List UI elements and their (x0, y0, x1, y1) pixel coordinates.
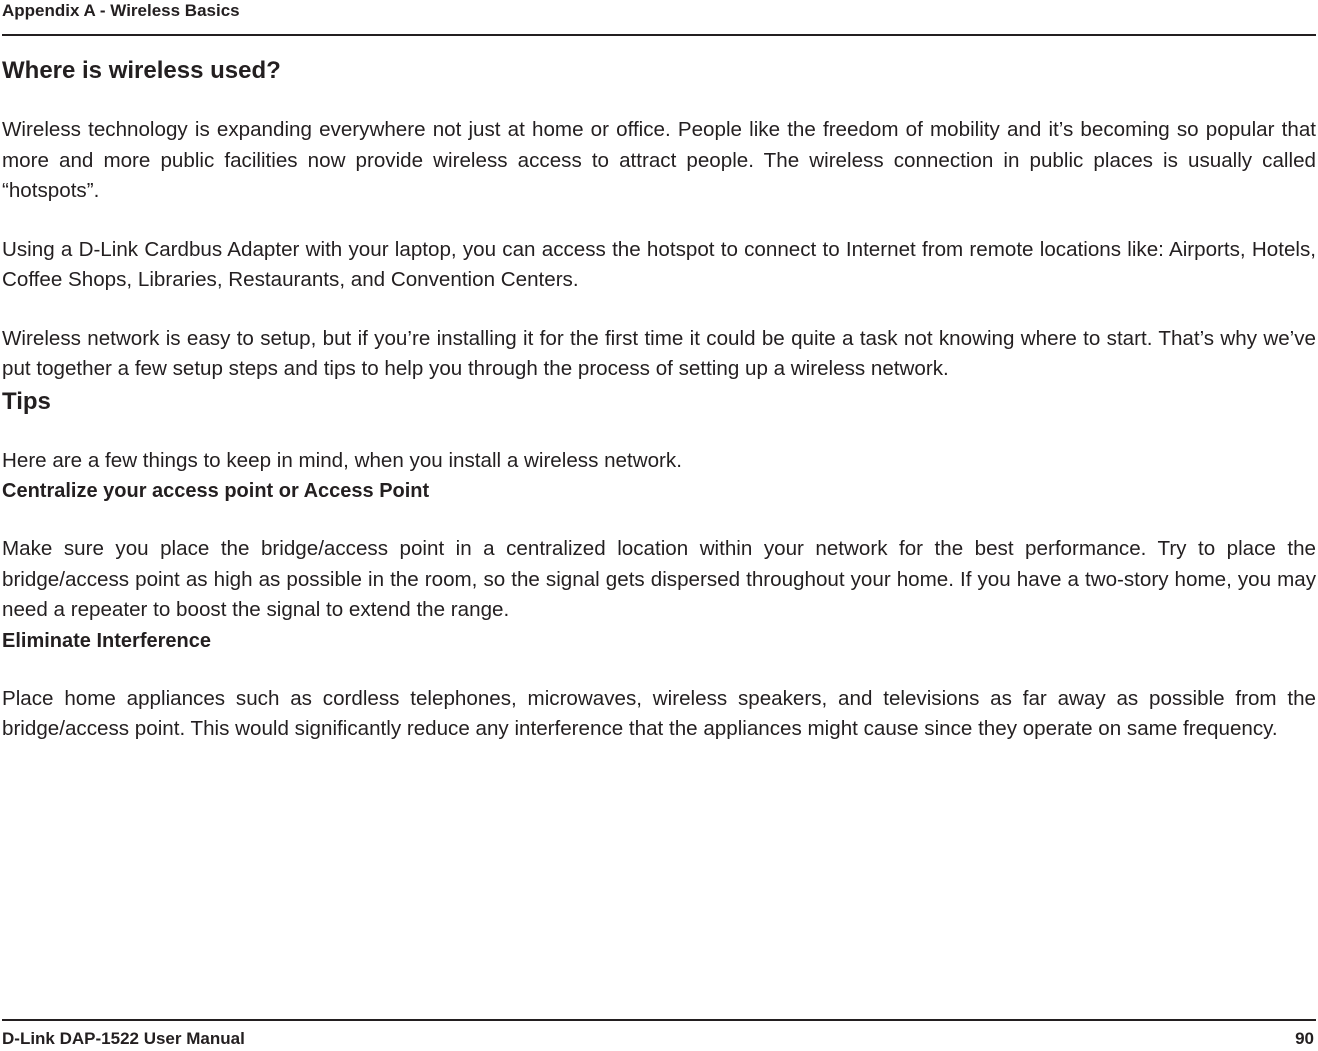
where-wireless-used-heading: Where is wireless used? (2, 57, 281, 84)
page-content (2, 54, 1316, 745)
intro-paragraph: Wireless technology is expanding everywhere not just at home or office. People like the freedom of mobility and it’s becoming so popular that more and more public facilities now provide wireless access to attract people. The wireless connection in public places is usually called “hotspots”. (2, 118, 1316, 202)
centralize-heading: Centralize your access point or Access Point (2, 480, 430, 502)
tips-intro-paragraph: Here are a few things to keep in mind, when you install a wireless network. (2, 448, 682, 472)
setup-paragraph: Wireless network is easy to setup, but if you’re installing it for the first time it could be quite a task not knowing where to start. That’s why we’ve put together a few setup steps and tips to help you through the process of setting up a wireless network. (2, 326, 1316, 380)
page-header (2, 0, 1316, 36)
section-label: Appendix A - Wireless Basics (2, 1, 240, 20)
interference-paragraph: Place home appliances such as cordless telephones, microwaves, wireless speakers, and televisions as far away as possible from the bridge/access point. This would significantly reduce any interference that the appliances might cause since they operate on same frequency. (2, 686, 1316, 740)
interference-heading: Eliminate Interference (2, 629, 211, 652)
page-footer (2, 1019, 1316, 1051)
usage-paragraph: Using a D-Link Cardbus Adapter with your laptop, you can access the hotspot to connect to Internet from remote locations like: Airports, Hotels, Coffee Shops, Libraries, Restaurants, and Convention Centers. (2, 237, 1316, 291)
tips-heading: Tips (2, 387, 51, 415)
centralize-paragraph: Make sure you place the bridge/access point in a centralized location within your network for the best performance. Try to place the bridge/access point as high as possible in the room, so the signal gets dispersed throughout your home. If you have a two-story home, you may need a repeater to boost the signal to extend the range. (2, 537, 1316, 621)
manual-title: D-Link DAP-1522 User Manual (2, 1029, 245, 1048)
page-number: 90 (1295, 1029, 1314, 1048)
